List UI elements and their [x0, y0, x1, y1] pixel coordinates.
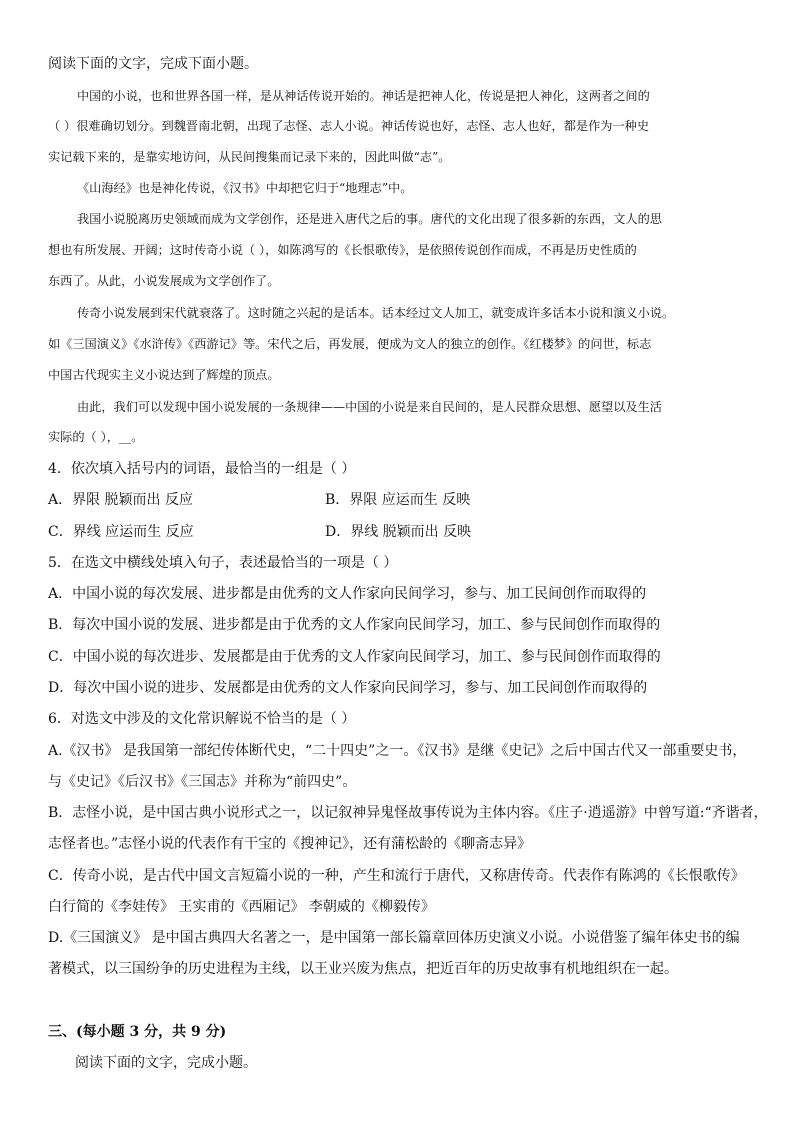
question-6-option-c[interactable]: C．传奇小说，是古代中国文言短篇小说的一种，产生和流行于唐代，又称唐传奇。代表作有陈鸿的《长恨歌传》: [48, 868, 745, 884]
passage-line: 传奇小说发展到宋代就衰落了。这时随之兴起的是话本。话本经过文人加工，就变成许多话本小说和演义小说。: [77, 306, 675, 320]
passage-line: 如《三国演义》《水浒传》《西游记》等。宋代之后，再发展，便成为文人的独立的创作。《红楼梦》的问世，标志: [48, 337, 652, 351]
question-6-option-a-cont: 与《史记》《后汉书》《三国志》并称为“前四史”。: [48, 774, 357, 790]
question-6-option-a[interactable]: A.《汉书》 是我国第一部纪传体断代史，“二十四史”之一。《汉书》是继《史记》之后中国古代又一部重要史书，: [48, 743, 747, 759]
passage-line: 实记载下来的，是靠实地访问，从民间搜集而记录下来的，因此叫做“志”。: [48, 150, 451, 164]
question-4-option-c[interactable]: C．界线 应运而生 反应: [48, 524, 194, 540]
question-4-option-b[interactable]: B．界限 应运而生 反映: [325, 492, 471, 508]
question-5-stem: 5．在选文中横线处填入句子，表述最恰当的一项是（ ）: [48, 555, 398, 571]
section-3-heading: 三、(每小题 3 分，共 9 分): [48, 1024, 227, 1040]
question-5-option-b[interactable]: B．每次中国小说的发展、进步都是由于优秀的文人作家向民间学习，加工、参与民间创作而取得的: [48, 617, 661, 633]
passage-line: 中国的小说，也和世界各国一样，是从神话传说开始的。神话是把神人化，传说是把人神化，这两者之间的: [77, 89, 650, 103]
question-6-stem: 6．对选文中涉及的文化常识解说不恰当的是（ ）: [48, 711, 356, 727]
passage-line: （ ）很难确切划分。到魏晋南北朝，出现了志怪、志人小说。神话传说也好，志怪、志人也好，都是作为一种史: [48, 119, 650, 133]
passage-line: 实际的（ ），__。: [48, 430, 144, 444]
question-4-option-d[interactable]: D．界线 脱颖而出 反映: [325, 524, 472, 540]
passage-line: 中国古代现实主义小说达到了辉煌的顶点。: [48, 368, 280, 382]
section-3-instruction: 阅读下面的文字，完成小题。: [75, 1055, 257, 1071]
passage-line: 东西了。从此，小说发展成为文学创作了。: [48, 274, 280, 288]
question-5-option-d[interactable]: D．每次中国小说的进步、发展都是由优秀的文人作家向民间学习，参与、加工民间创作而取得的: [48, 680, 648, 696]
question-4-stem: 4．依次填入括号内的词语，最恰当的一组是（ ）: [48, 461, 356, 477]
question-4-option-a[interactable]: A．界限 脱颖而出 反应: [48, 492, 194, 508]
passage-line: 《山海经》也是神化传说，《汉书》中却把它归于“地理志”中。: [77, 181, 413, 195]
reading-instruction: 阅读下面的文字，完成下面小题。: [48, 56, 258, 72]
question-6-option-d-cont: 著模式，以三国纷争的历史进程为主线，以王业兴废为焦点，把近百年的历史故事有机地组织在一起。: [48, 961, 678, 977]
passage-line: 由此，我们可以发现中国小说发展的一条规律——中国的小说是来自民间的，是人民群众思想、愿望以及生活: [77, 400, 662, 414]
question-6-option-c-cont: 白行简的《李娃传》 王实甫的《西厢记》 李朝威的《柳毅传》: [48, 899, 435, 915]
question-6-option-b[interactable]: B．志怪小说，是中国古典小说形式之一，以记叙神异鬼怪故事传说为主体内容。《庄子·逍遥游》中曾写道:“齐谐者，: [48, 805, 768, 821]
question-6-option-d[interactable]: D.《三国演义》 是中国古典四大名著之一，是中国第一部长篇章回体历史演义小说。小说借鉴了编年体史书的编: [48, 930, 740, 946]
passage-line: 想也有所发展、开阔；这时传奇小说（ ），如陈鸿写的《长恨歌传》，是依照传说创作而成，不再是历史性质的: [48, 243, 637, 257]
question-5-option-a[interactable]: A．中国小说的每次发展、进步都是由优秀的文人作家向民间学习，参与、加工民间创作而取得的: [48, 586, 647, 602]
question-5-option-c[interactable]: C．中国小说的每次进步、发展都是由于优秀的文人作家向民间学习，加工、参与民间创作而取得的: [48, 649, 661, 665]
question-6-option-b-cont: 志怪者也。”志怪小说的代表作有干宝的《搜神记》，还有蒲松龄的《聊斋志异》: [48, 836, 532, 852]
passage-line: 我国小说脱离历史领域而成为文学创作，还是进入唐代之后的事。唐代的文化出现了很多新的东西，文人的思: [77, 212, 662, 226]
